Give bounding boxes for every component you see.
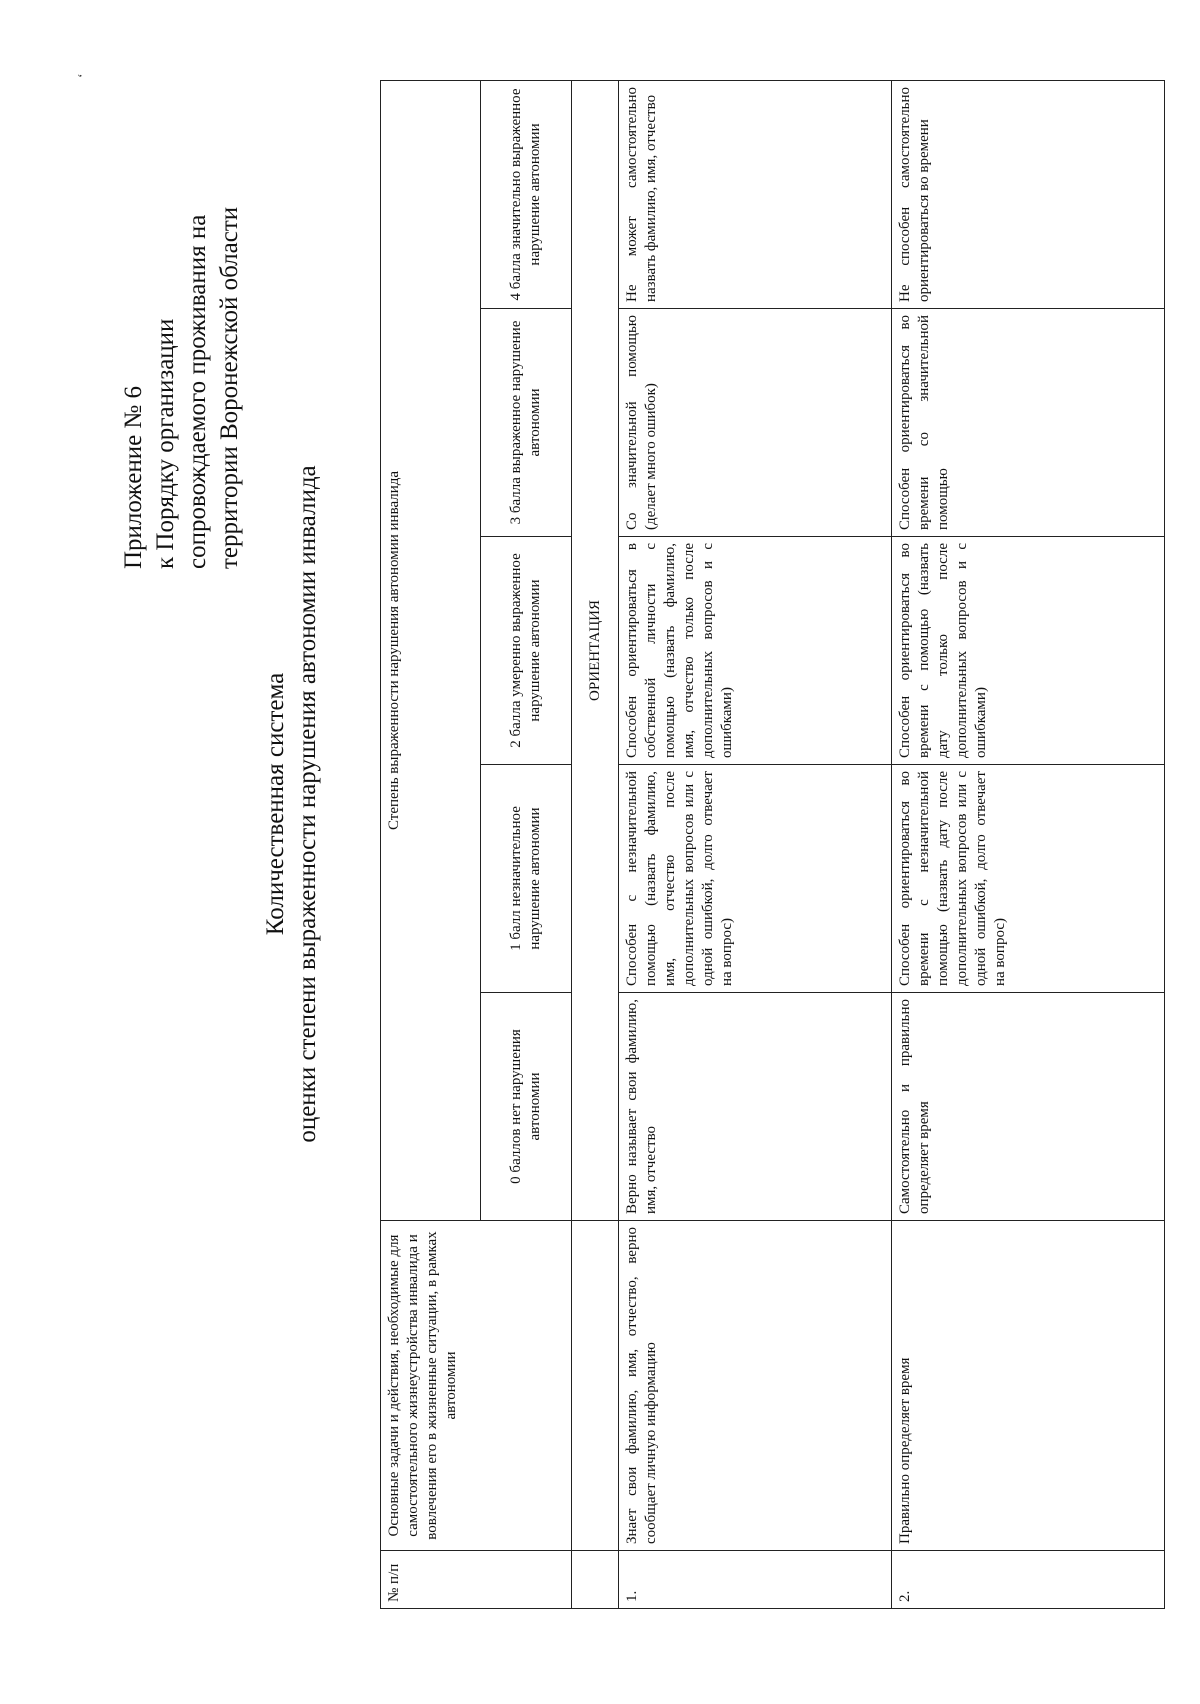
row-task: Правильно определяет время bbox=[892, 1221, 1165, 1551]
table-row bbox=[892, 80, 1165, 1608]
appendix-line: к Порядку организации bbox=[152, 318, 179, 569]
row-cell: Не может самостоятельно назвать фамилию, имя, отчество bbox=[619, 80, 892, 308]
table-row bbox=[619, 80, 892, 1608]
section-title: ОРИЕНТАЦИЯ bbox=[572, 80, 619, 1220]
row-cell: Способен ориентироваться во времени с незначительной помощью (назвать дату после дополнительных вопросов или с одной ошибкой, долго отвечает на вопрос) bbox=[892, 765, 1165, 993]
appendix-header bbox=[118, 99, 246, 569]
row-cell: Способен ориентироваться во времени с помощью (назвать дату только после дополнительных вопросов и с ошибками) bbox=[892, 537, 1165, 765]
appendix-line: Приложение № 6 bbox=[120, 385, 147, 569]
header-number: № п/п bbox=[381, 1551, 572, 1609]
header-degree: Степень выраженности нарушения автономии инвалида bbox=[381, 80, 481, 1220]
row-number: 1. bbox=[619, 1551, 892, 1609]
level-header: 3 балла выраженное нарушение автономии bbox=[481, 309, 572, 537]
level-header: 4 балла значительно выраженное нарушение автономии bbox=[481, 80, 572, 308]
level-header: 0 баллов нет нарушения автономии bbox=[481, 993, 572, 1221]
title-line-2: оценки степени выраженности нарушения автономии инвалида bbox=[294, 465, 321, 1143]
assessment-table bbox=[380, 80, 1165, 1609]
level-header: 2 балла умеренно выраженное нарушение автономии bbox=[481, 537, 572, 765]
row-task: Знает свои фамилию, имя, отчество, верно сообщает личную информацию bbox=[619, 1221, 892, 1551]
row-cell: Способен ориентироваться во времени со значительной помощью bbox=[892, 309, 1165, 537]
row-cell: Верно называет свои фамилию, имя, отчество bbox=[619, 993, 892, 1221]
document-title bbox=[260, 249, 324, 1359]
row-cell: Со значительной помощью (делает много ошибок) bbox=[619, 309, 892, 537]
appendix-line: территории Воронежской области bbox=[216, 206, 243, 569]
title-line-1: Количественная система bbox=[262, 672, 289, 936]
section-empty-cell bbox=[572, 1551, 619, 1609]
level-header: 1 балл незначительное нарушение автономии bbox=[481, 765, 572, 993]
row-number: 2. bbox=[892, 1551, 1165, 1609]
row-cell: Не способен самостоятельно ориентироваться во времени bbox=[892, 80, 1165, 308]
row-cell: Способен ориентироваться в собственной личности с помощью (назвать фамилию, имя, отчество только после дополнительных вопросов и с ошибками) bbox=[619, 537, 892, 765]
appendix-line: сопровождаемого проживания на bbox=[184, 214, 211, 569]
section-row bbox=[572, 80, 619, 1608]
row-cell: Способен с незначительной помощью (назвать фамилию, имя, отчество после дополнительных вопросов или с одной ошибкой, долго отвечает на вопрос) bbox=[619, 765, 892, 993]
header-tasks: Основные задачи и действия, необходимые для самостоятельного жизнеустройства инвалида и вовлечения его в жизненные ситуации, в рамках автономии bbox=[381, 1221, 572, 1551]
section-empty-cell bbox=[572, 1221, 619, 1551]
table-header-row bbox=[381, 80, 481, 1608]
row-cell: Самостоятельно и правильно определяет время bbox=[892, 993, 1165, 1221]
stray-mark: ‘ bbox=[76, 73, 91, 78]
